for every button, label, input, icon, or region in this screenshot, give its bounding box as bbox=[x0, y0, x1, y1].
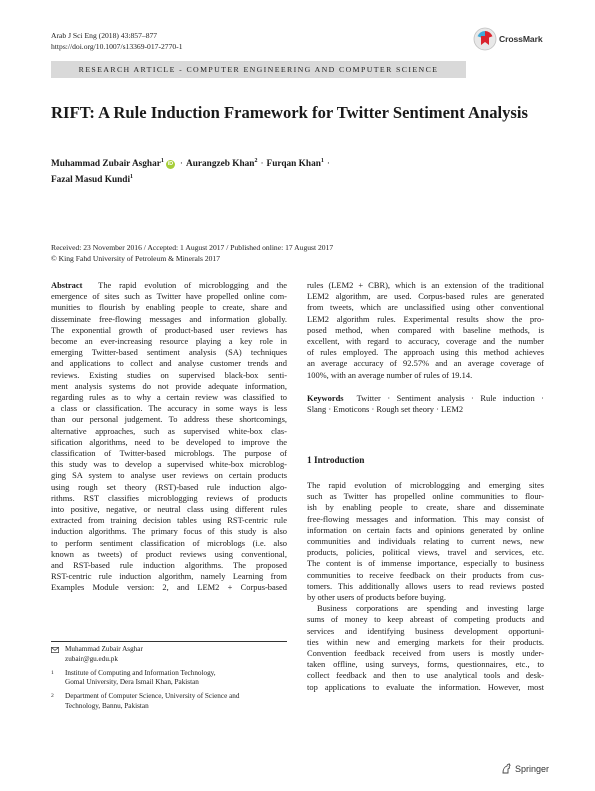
abstract-line: a class or classification. The accuracy in some ways is less bbox=[51, 403, 287, 414]
abstract-line: sification algorithms, need to be developed to improve the bbox=[51, 436, 287, 447]
abstract-line: posed method, when compared with baseline methods, is bbox=[307, 324, 544, 335]
abstract-line: classification of Twitter-based microblogs. The purpose of bbox=[51, 448, 287, 459]
springer-horse-icon bbox=[500, 762, 513, 775]
abstract-line: alternative approaches, such as supervised white-box clas- bbox=[51, 425, 287, 436]
introduction-body bbox=[307, 480, 544, 693]
abstract-line: than our personal judgement. To address these shortcomings, bbox=[51, 414, 287, 425]
body-line: ish by enabling people to create, share and disseminate bbox=[307, 502, 544, 513]
abstract-line: LEM2 algorithm rules. Experimental results show the pro- bbox=[307, 313, 544, 324]
body-line: communities and individuals relating to current news, new bbox=[307, 536, 544, 547]
abstract-line: extracted from training decision tables using RST-centric rule bbox=[51, 515, 287, 526]
crossmark-badge[interactable] bbox=[473, 26, 549, 52]
abstract-line: 100%, with an average number of rules of 19.14. bbox=[307, 369, 473, 380]
abstract-heading: Abstract bbox=[51, 280, 83, 290]
email-link[interactable]: zubair@gu.edu.pk bbox=[65, 654, 118, 663]
author-name[interactable]: Muhammad Zubair Asghar bbox=[51, 159, 161, 170]
author-affiliation-mark: 1 bbox=[160, 158, 164, 164]
abstract-line: The rapid evolution of microblogging and the bbox=[98, 280, 287, 290]
body-line: by other users of products before buying. bbox=[307, 592, 446, 603]
abstract-line: RST-centric rule induction algorithm, namely Learning from bbox=[51, 571, 287, 582]
affiliation-text: Gomal University, Dera Ismail Khan, Pakistan bbox=[65, 678, 199, 686]
abstract-line: excellent, with regard to accuracy, coverage and the number bbox=[307, 336, 544, 347]
affiliation-2 bbox=[51, 692, 287, 711]
publication-history bbox=[51, 243, 333, 264]
body-line: ties within new and emerging markets for their products. bbox=[307, 636, 544, 647]
copyright-notice: © King Fahd University of Petroleum & Minerals 2017 bbox=[51, 253, 221, 263]
corresponding-author-name: Muhammad Zubair Asghar bbox=[65, 645, 143, 653]
abstract-line: known as tweets) of product reviews using conventional, bbox=[51, 548, 287, 559]
abstract-continued bbox=[307, 280, 544, 415]
affiliation-1 bbox=[51, 669, 287, 688]
crossmark-icon bbox=[473, 27, 497, 51]
affiliation-text: Institute of Computing and Information Technology, bbox=[65, 668, 216, 677]
keywords-list: Slang · Emoticons · Rough set theory · LEM2 bbox=[307, 404, 464, 415]
abstract-line: Examples Module version: 2, and LEM2 + Corpus-based bbox=[51, 582, 287, 593]
body-line: services and identifying business development opportuni- bbox=[307, 625, 544, 636]
author-list bbox=[51, 155, 551, 186]
body-line: products, policies, political views, travel and services, etc. bbox=[307, 547, 544, 558]
springer-logo bbox=[500, 762, 549, 775]
body-line: tomers. This additionally allows users to read reviews posted bbox=[307, 580, 544, 591]
abstract-line: using rough set theory (RST)-based rule induction algo- bbox=[51, 481, 287, 492]
author-name[interactable]: Furqan Khan bbox=[266, 159, 321, 170]
orcid-icon[interactable]: iD bbox=[167, 161, 174, 168]
abstract-line: to perform sentiment classification of microblogs (i.e. also bbox=[51, 537, 287, 548]
author-affiliation-mark: 2 bbox=[254, 158, 258, 164]
abstract-line: rithms. RST classifies microblogging reviews of products bbox=[51, 492, 287, 503]
abstract bbox=[51, 280, 287, 594]
author-name[interactable]: Aurangzeb Khan bbox=[185, 159, 255, 170]
affiliation-text: Department of Computer Science, University of Science and bbox=[65, 692, 240, 700]
author-affiliation-mark: 1 bbox=[130, 173, 134, 180]
article-category-banner: RESEARCH ARTICLE - COMPUTER ENGINEERING AND COMPUTER SCIENCE bbox=[51, 61, 466, 78]
received-accepted-published: Received: 23 November 2016 / Accepted: 1 August 2017 / Published online: 17 August 2017 bbox=[51, 243, 334, 252]
abstract-line: this study was to develop a supervised white-box microblog- bbox=[51, 459, 287, 470]
journal-citation: Arab J Sci Eng (2018) 43:857–877 bbox=[51, 31, 158, 40]
envelope-icon bbox=[51, 647, 59, 653]
body-line: The content is of immense importance, especially to business bbox=[307, 558, 544, 569]
body-line: sums of money to keep abreast of competing products and bbox=[307, 614, 544, 625]
abstract-line: from tweets, which are unclassified using other conventional bbox=[307, 302, 544, 313]
paper-title: RIFT: A Rule Induction Framework for Twitter Sentiment Analysis bbox=[51, 103, 528, 122]
author-name[interactable]: Fazal Masud Kundi bbox=[51, 174, 131, 185]
abstract-line: and applications to collect and analyse customer trends and bbox=[51, 358, 287, 369]
author-separator: · bbox=[326, 159, 330, 170]
abstract-line: The exponential growth of product-based user reviews has bbox=[51, 324, 287, 335]
affiliation-number: 1 bbox=[51, 669, 54, 676]
abstract-line: ging SA system to analyse user reviews on certain products bbox=[51, 470, 287, 481]
affiliation-text: Technology, Bannu, Pakistan bbox=[65, 701, 149, 710]
abstract-line: become an ever-increasing resource playing a key role in bbox=[51, 336, 287, 347]
section-heading-introduction: 1 Introduction bbox=[307, 456, 365, 466]
footnotes bbox=[51, 645, 287, 716]
abstract-line: an average accuracy of 92.57% and an average coverage of bbox=[307, 358, 544, 369]
keywords-heading: Keywords bbox=[307, 392, 344, 403]
abstract-line: disseminate free-flowing messages and information globally. bbox=[51, 313, 287, 324]
abstract-line: reviews. Existing studies on supervised black-box senti- bbox=[51, 369, 287, 380]
body-line: Convention feedback received from users is mostly under- bbox=[307, 648, 544, 659]
abstract-line: munities to flourish by enabling people to create, share and bbox=[51, 302, 287, 313]
body-line: The rapid evolution of microblogging and emerging sites bbox=[307, 480, 544, 490]
keywords bbox=[307, 393, 544, 404]
publisher-name: Springer bbox=[515, 763, 550, 774]
body-line: collect feedback and then to use analytical tools and desk- bbox=[307, 670, 544, 681]
author-affiliation-mark: 1 bbox=[320, 158, 324, 164]
abstract-line: rules (LEM2 + CBR), which is an extension of the traditional bbox=[307, 280, 544, 290]
abstract-line: LEM2 algorithm, are used. Corpus-based rules are generated bbox=[307, 291, 544, 302]
abstract-line: emergence of sites such as Twitter have propelled online com- bbox=[51, 291, 287, 302]
footnote-divider bbox=[51, 641, 287, 642]
author-separator: · bbox=[179, 159, 183, 170]
body-line: communities to receive feedback on their products from cus- bbox=[307, 569, 544, 580]
corresponding-author bbox=[51, 645, 287, 664]
body-line: free-flowing messages and information. This may consist of bbox=[307, 513, 544, 524]
abstract-line: ment analysis systems do not provide adequate information, bbox=[51, 380, 287, 391]
affiliation-number: 2 bbox=[51, 693, 54, 699]
abstract-line: of rules employed. The approach using this method achieves bbox=[307, 347, 544, 358]
abstract-line: emerging Twitter-based sentiment analysis (SA) techniques bbox=[51, 347, 287, 358]
body-line: Business corporations are spending and investing large bbox=[317, 603, 544, 614]
journal-meta bbox=[51, 30, 183, 52]
abstract-line: into positive, negative, or neutral class using different rules bbox=[51, 504, 287, 515]
body-line: taken offline, using surveys, forms, questionnaires, etc., to bbox=[307, 659, 544, 670]
abstract-line: and RST-based rule induction algorithms. The proposed bbox=[51, 560, 287, 571]
doi-link[interactable]: https://doi.org/10.1007/s13369-017-2770-1 bbox=[51, 42, 183, 51]
author-separator: · bbox=[260, 159, 264, 170]
body-line: top applications to evaluate the information. However, most bbox=[307, 681, 544, 692]
body-line: such as Twitter has propelled online communities to flour- bbox=[307, 491, 544, 502]
body-line: information on certain facts and opinions generated by online bbox=[307, 524, 544, 535]
abstract-line: regarding rules as to why a certain review was classified to bbox=[51, 392, 287, 403]
keywords-list: Twitter · Sentiment analysis · Rule induction · bbox=[356, 392, 544, 403]
crossmark-label: CrossMark bbox=[499, 34, 543, 44]
abstract-line: induction algorithms. The primary focus of this study is also bbox=[51, 526, 287, 537]
